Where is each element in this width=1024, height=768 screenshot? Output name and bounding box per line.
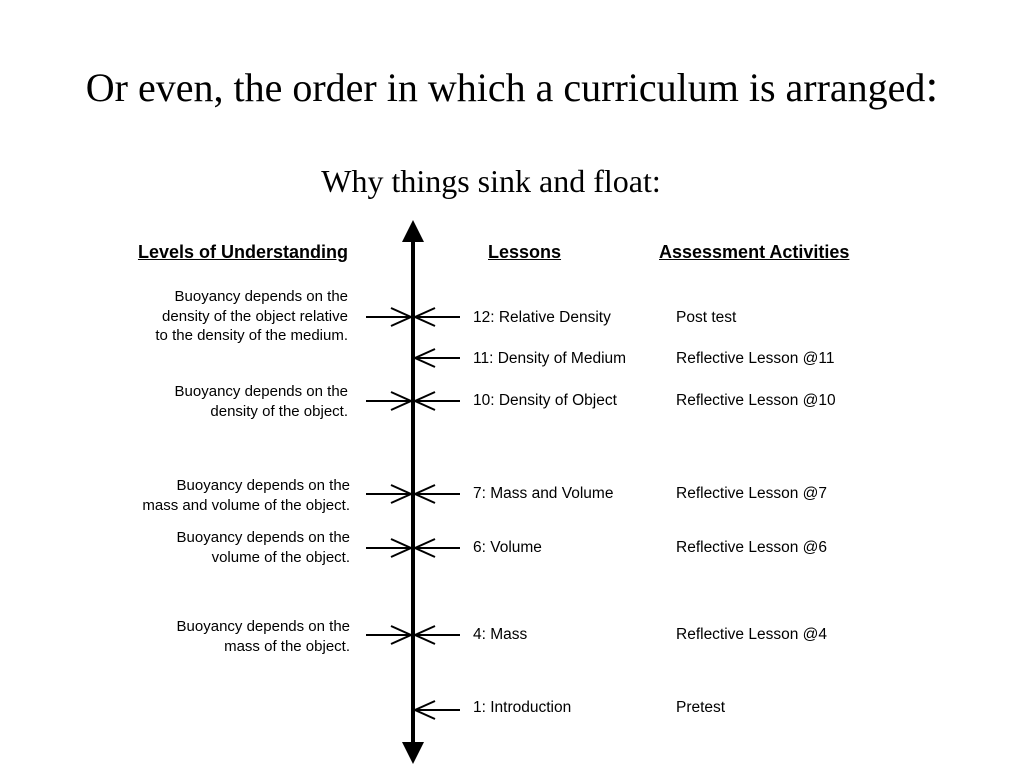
- lesson-connector: [415, 392, 460, 410]
- lesson-label: 10: Density of Object: [473, 392, 617, 409]
- assessment-label: Reflective Lesson @11: [676, 350, 835, 367]
- lesson-label: 7: Mass and Volume: [473, 485, 614, 502]
- assessment-label: Pretest: [676, 699, 726, 716]
- slide-subtitle: Why things sink and float:: [321, 163, 661, 199]
- assessment-header: Assessment Activities: [659, 242, 850, 262]
- level-line: density of the object relative: [162, 307, 348, 325]
- level-connector: [366, 392, 411, 410]
- assessment-label: Reflective Lesson @10: [676, 392, 836, 409]
- level-line: mass and volume of the object.: [142, 496, 350, 514]
- assessment-label: Post test: [676, 309, 737, 326]
- lesson-label: 11: Density of Medium: [473, 350, 627, 367]
- assessment-label: Reflective Lesson @7: [676, 485, 828, 502]
- level-connector: [366, 485, 411, 503]
- lesson-connector: [415, 349, 460, 367]
- lesson-connector: [415, 626, 460, 644]
- level-connector: [366, 539, 411, 557]
- level-line: mass of the object.: [224, 637, 350, 655]
- slide-title-colon: :: [925, 60, 939, 111]
- level-connector: [366, 626, 411, 644]
- level-line: volume of the object.: [211, 548, 350, 566]
- assessment-label: Reflective Lesson @4: [676, 626, 828, 643]
- level-line: Buoyancy depends on the: [174, 383, 348, 400]
- level-line: Buoyancy depends on the: [176, 477, 350, 494]
- lesson-label: 12: Relative Density: [473, 309, 611, 326]
- assessment-label: Reflective Lesson @6: [676, 539, 828, 556]
- level-line: Buoyancy depends on the: [176, 618, 350, 635]
- level-line: to the density of the medium.: [155, 327, 348, 344]
- levels-header: Levels of Understanding: [137, 242, 348, 262]
- lesson-label: 4: Mass: [473, 626, 528, 643]
- lessons-header: Lessons: [488, 242, 562, 262]
- lesson-label: 6: Volume: [473, 539, 542, 556]
- lesson-label: 1: Introduction: [473, 699, 572, 716]
- level-connector: [366, 308, 411, 326]
- lesson-connector: [415, 485, 460, 503]
- level-line: density of the object.: [210, 402, 348, 420]
- lesson-connector: [415, 539, 460, 557]
- level-line: Buoyancy depends on the: [176, 529, 350, 546]
- lesson-connector: [415, 308, 460, 326]
- slide-title-text: Or even, the order in which a curriculum is arranged: [85, 65, 926, 110]
- arrow-down-icon: [402, 742, 424, 764]
- lesson-connector: [415, 701, 460, 719]
- level-line: Buoyancy depends on the: [174, 288, 348, 305]
- arrow-up-icon: [402, 220, 424, 242]
